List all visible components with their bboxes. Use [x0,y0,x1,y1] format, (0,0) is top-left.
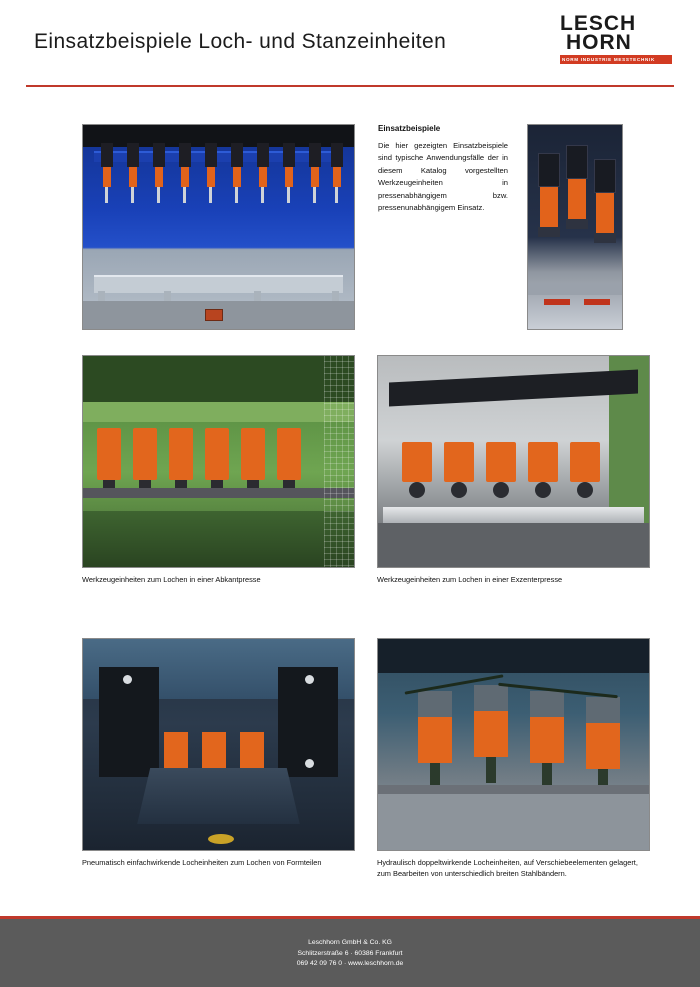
tool-unit [528,442,558,498]
tool-unit [570,442,600,498]
photo-safety-grid [324,356,354,567]
tool-unit [486,442,516,498]
photo-tool-bar [83,488,354,498]
punch-unit [474,685,508,783]
intro-body: Die hier gezeigten Einsatzbeispiele sind typische Anwendungsfälle der in diesem Katalog vorgestellten Werkzeugeinheiten in pressenabhängigem bzw. pressenunabhängigem Einsatz. [378,141,508,213]
photo-foot-switch [205,309,223,321]
photo-work-table [137,768,300,824]
photo-abkantpresse [82,355,355,568]
punch-unit [594,159,616,243]
punch-unit [205,143,217,203]
header-divider [26,85,674,87]
punch-unit [153,143,165,203]
photo-red-marker [544,299,570,305]
figure-hydraulisch [377,638,650,879]
punch-unit [331,143,343,203]
punch-unit [418,691,452,789]
punch-unit [530,691,564,789]
logo-line-2: HORN [566,31,632,54]
photo-red-marker [584,299,610,305]
page-footer [0,916,700,987]
photo-exzenterpresse [377,355,650,568]
figure-caption: Werkzeugeinheiten zum Lochen in einer Abkantpresse [82,575,261,584]
photo-pneumatisch [82,638,355,851]
photo-fastener [305,675,314,684]
footer-address: Schlitzerstraße 6 · 60386 Frankfurt [297,949,403,957]
punch-unit [127,143,139,203]
footer-contact [0,938,700,970]
photo-floor [378,794,649,850]
figure-caption: Hydraulisch doppeltwirkende Locheinheiten, auf Verschiebeelementen gelagert, zum Bearbeiten von unterschiedlich breiten Stahlbändern. [377,858,638,878]
tool-unit [444,442,474,498]
page-header [0,0,700,86]
photo-press-row [82,124,355,330]
photo-press-beam [83,402,354,422]
punch-unit [538,153,560,237]
footer-phone-web: 069 42 09 76 0 · www.leschhorn.de [296,960,404,967]
punch-unit [179,143,191,203]
punch-unit [586,697,620,795]
photo-lower-frame [83,511,354,567]
tool-unit [402,442,432,498]
logo-line-1: LESCH [560,12,637,35]
photo-floor [378,523,649,567]
intro-text-block [378,124,508,214]
photo-upper-frame [378,639,649,673]
punch-unit [101,143,113,203]
punch-unit [283,143,295,203]
photo-upper-rail [389,369,638,406]
company-logo [560,14,672,72]
page-title: Einsatzbeispiele Loch- und Stanzeinheiten [34,30,447,53]
logo-red-bar [560,55,672,64]
photo-brass-part [208,834,234,844]
punch-unit [257,143,269,203]
punch-unit [231,143,243,203]
photo-steel-sheet [383,507,643,523]
photo-fastener [123,675,132,684]
punch-unit [566,145,588,229]
figure-press-row [82,124,355,336]
punch-unit [309,143,321,203]
figure-abkantpresse [82,355,355,585]
figure-caption: Pneumatisch einfachwirkende Locheinheiten zum Lochen von Formteilen [82,858,322,867]
figure-exzenterpresse [377,355,650,585]
photo-hydraulisch [377,638,650,851]
figure-pneumatisch [82,638,355,868]
photo-fastener [305,759,314,768]
figure-vertical-units [527,124,623,336]
logo-subtitle: NORM INDUSTRIE MESSTECHNIK [562,57,655,62]
photo-machine-base [528,283,622,295]
figure-caption: Werkzeugeinheiten zum Lochen in einer Exzenterpresse [377,575,563,584]
footer-company: Leschhorn GmbH & Co. KG [308,939,392,946]
photo-vertical-units [527,124,623,330]
photo-upper-frame [83,356,354,402]
logo-wordmark [560,14,672,52]
intro-heading: Einsatzbeispiele [378,124,441,133]
